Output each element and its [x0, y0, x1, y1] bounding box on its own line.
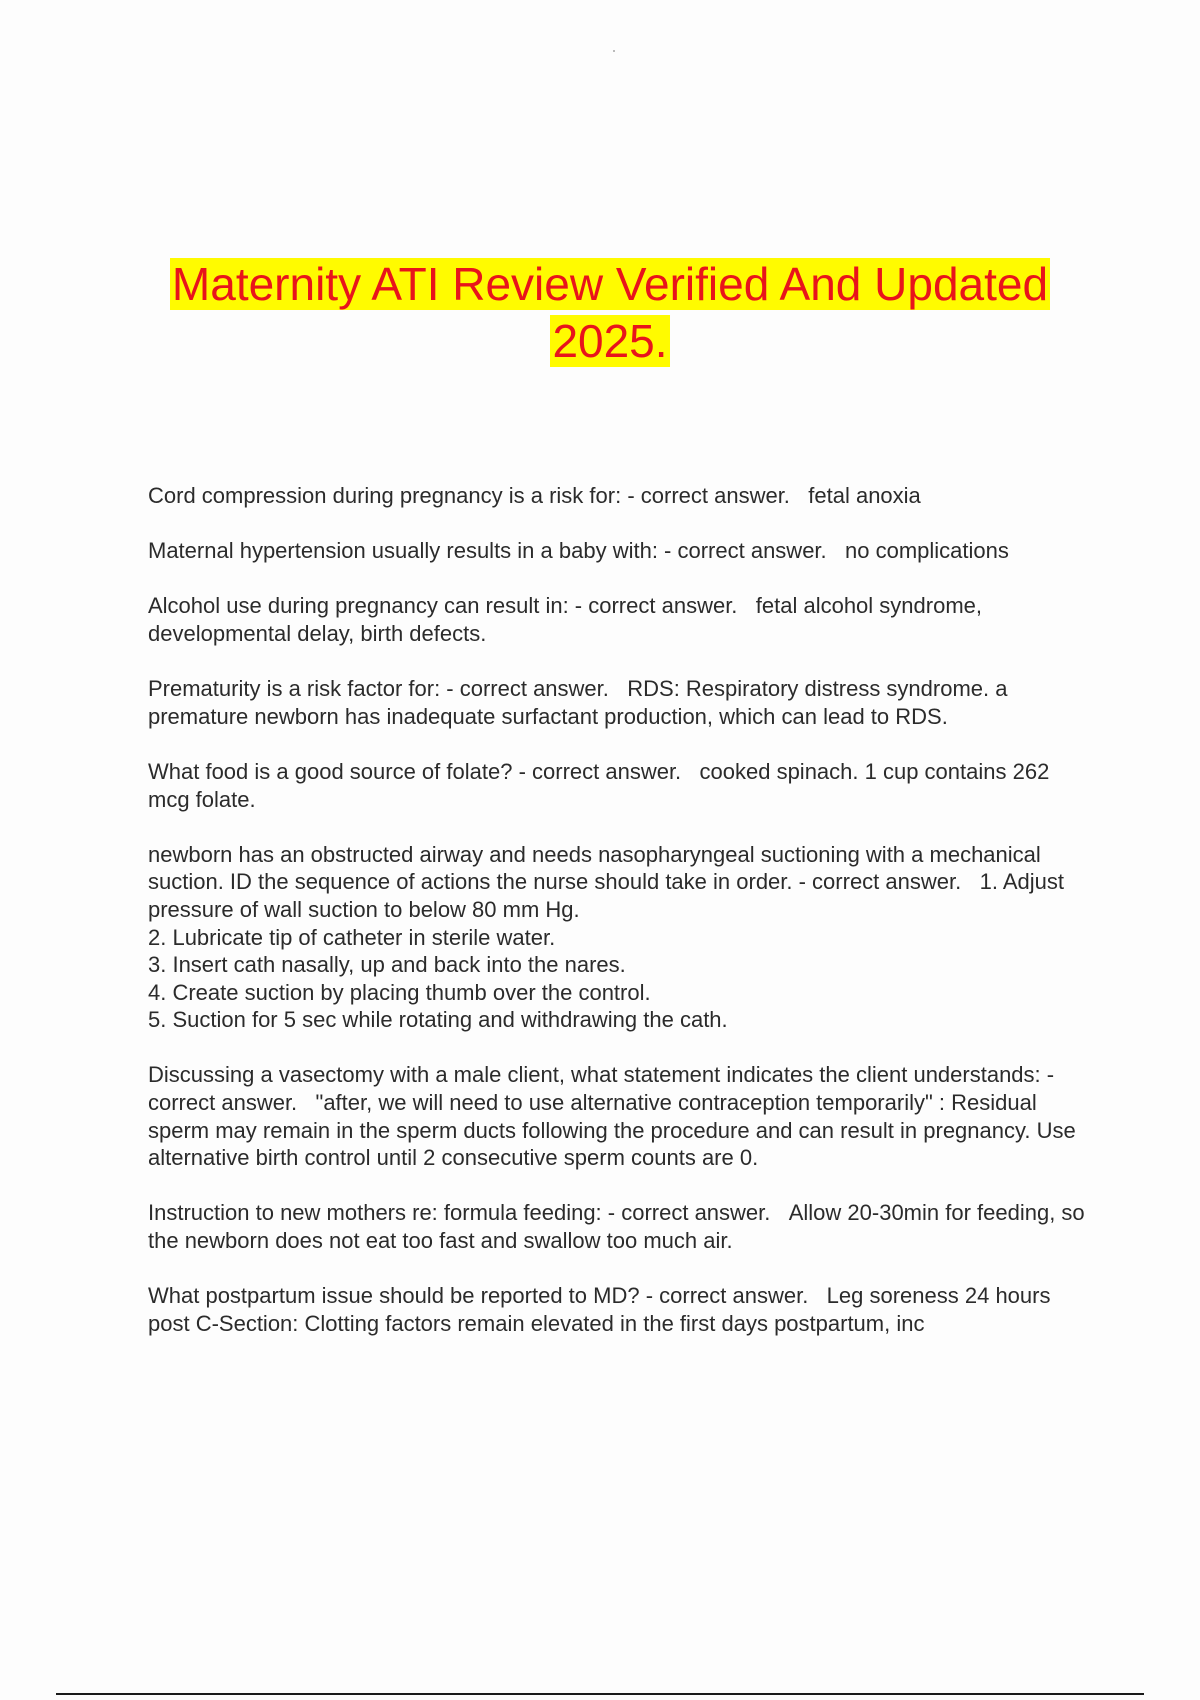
- qa-item: [148, 1061, 1088, 1171]
- question-text: Maternal hypertension usually results in a baby with: - correct answer.: [148, 538, 827, 564]
- qa-item: [148, 675, 1088, 730]
- question-text: Discussing a vasectomy with a male client, what statement indicates the client understands: - correct answer.: [148, 1062, 1055, 1116]
- qa-item: [148, 1282, 1088, 1337]
- qa-text: [148, 675, 1088, 730]
- step-item: 2. Lubricate tip of catheter in sterile water.: [148, 924, 556, 950]
- question-text: What postpartum issue should be reported to MD? - correct answer.: [148, 1283, 809, 1309]
- answer-text: Allow 20-30min for feeding, so the newborn does not eat too fast and swallow too much air.: [148, 1200, 1085, 1254]
- qa-item: [148, 841, 1088, 1034]
- answer-text: cooked spinach. 1 cup contains 262 mcg folate.: [148, 758, 1050, 812]
- qa-text: [148, 482, 1088, 510]
- question-text: Alcohol use during pregnancy can result in: - correct answer.: [148, 593, 738, 619]
- qa-item: [148, 758, 1088, 813]
- qa-item: [148, 592, 1088, 647]
- page-bottom-rule: [56, 1693, 1144, 1695]
- step-list: [148, 924, 1088, 1034]
- qa-text: [148, 758, 1088, 813]
- answer-text: fetal alcohol syndrome, developmental delay, birth defects.: [148, 593, 982, 646]
- qa-list: [148, 482, 1088, 1365]
- question-text: Cord compression during pregnancy is a risk for: - correct answer.: [148, 483, 790, 508]
- question-text: Prematurity is a risk factor for: - correct answer.: [148, 676, 609, 702]
- step-item: 3. Insert cath nasally, up and back into the nares.: [148, 952, 626, 978]
- answer-text: RDS: Respiratory distress syndrome. a premature newborn has inadequate surfactant production, which can lead to RDS.: [148, 676, 1008, 729]
- answer-text: Leg soreness 24 hours post C-Section: Clotting factors remain elevated in the first days postpartum, inc: [148, 1283, 1051, 1336]
- answer-text: no complications: [845, 538, 1009, 564]
- question-text: Instruction to new mothers re: formula feeding: - correct answer.: [148, 1200, 771, 1226]
- qa-text: [148, 592, 1088, 647]
- step-item: 4. Create suction by placing thumb over the control.: [148, 979, 651, 1005]
- qa-item: [148, 482, 1088, 510]
- answer-text: 1. Adjust pressure of wall suction to below 80 mm Hg.: [148, 869, 1064, 922]
- step-item: 5. Suction for 5 sec while rotating and withdrawing the cath.: [148, 1007, 728, 1033]
- document-title: [140, 256, 1080, 370]
- answer-text: fetal anoxia: [808, 483, 921, 508]
- qa-item: [148, 1199, 1088, 1254]
- question-text: What food is a good source of folate? - correct answer.: [148, 758, 682, 784]
- title-highlight: Maternity ATI Review Verified And Updated 2025.: [171, 258, 1049, 367]
- page-mark: [613, 50, 615, 52]
- qa-text: [148, 1199, 1088, 1254]
- qa-text: [148, 841, 1088, 924]
- qa-text: [148, 537, 1088, 565]
- question-text: newborn has an obstructed airway and needs nasopharyngeal suctioning with a mechanical suction. ID the sequence of actions the nurse should take in order. - correct answer.: [148, 841, 1041, 895]
- answer-text: "after, we will need to use alternative contraception temporarily" : Residual sperm may remain in the sperm ducts following the procedure and can result in pregnancy. Use alternative birth control until 2 consecutive sperm counts are 0.: [148, 1090, 1076, 1171]
- qa-item: [148, 537, 1088, 565]
- qa-text: [148, 1282, 1088, 1337]
- qa-text: [148, 1061, 1088, 1171]
